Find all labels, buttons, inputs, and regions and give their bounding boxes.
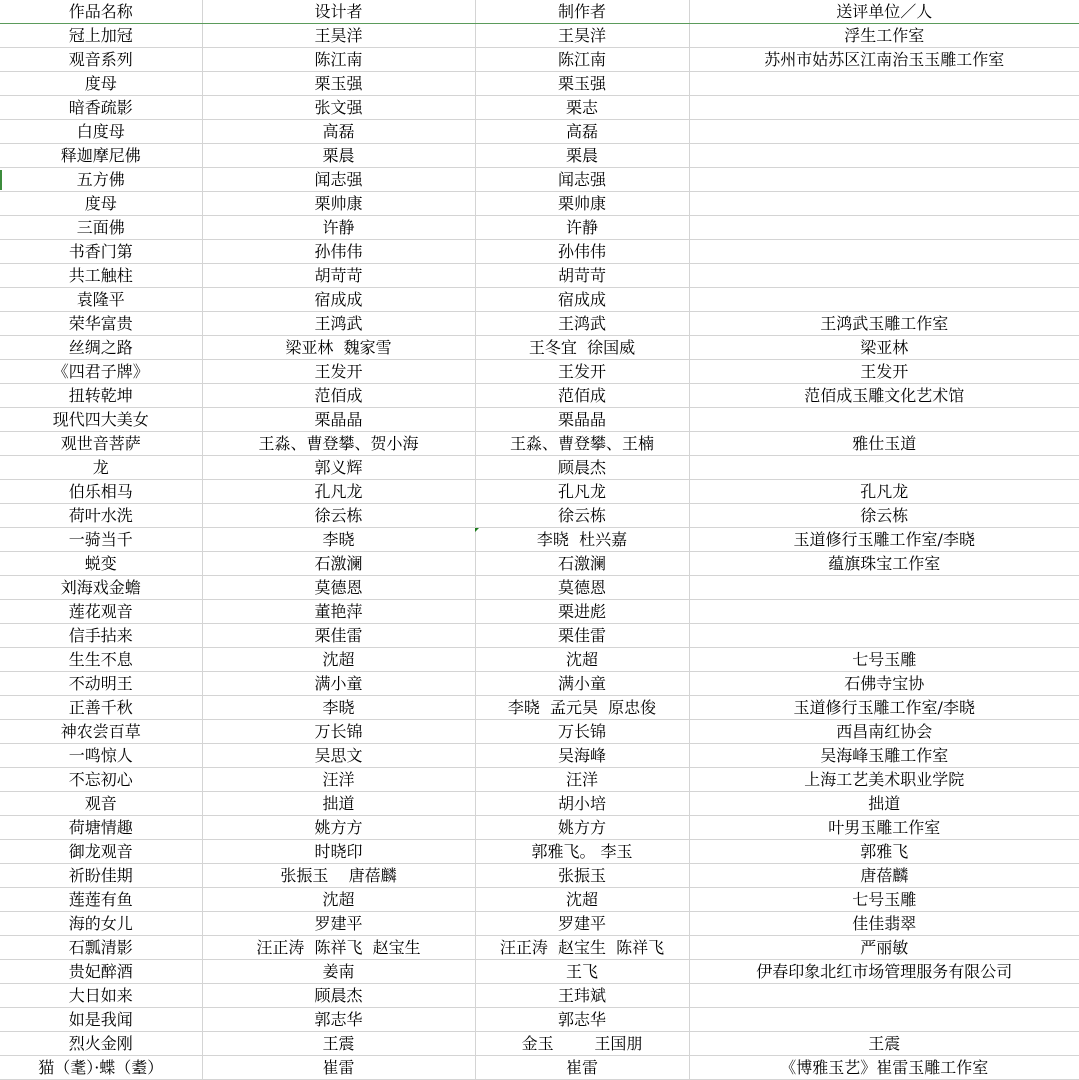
table-row [0, 576, 1079, 600]
cell-designer[interactable]: 姚方方 [202, 816, 475, 840]
cell-title[interactable]: 大日如来 [0, 984, 202, 1008]
cell-maker[interactable]: 罗建平 [475, 912, 689, 936]
cell-maker[interactable]: 满小童 [475, 672, 689, 696]
cell-designer[interactable]: 莫德恩 [202, 576, 475, 600]
cell-designer[interactable]: 满小童 [202, 672, 475, 696]
table-row [0, 240, 1079, 264]
cell-submitter[interactable]: 上海工艺美术职业学院 [689, 768, 1079, 792]
cell-submitter[interactable] [689, 600, 1079, 624]
cell-maker[interactable]: 金玉 王国朋 [475, 1032, 689, 1056]
cell-submitter[interactable]: 拙道 [689, 792, 1079, 816]
cell-submitter[interactable] [689, 576, 1079, 600]
cell-submitter[interactable]: 郭雅飞 [689, 840, 1079, 864]
cell-title[interactable]: 伯乐相马 [0, 480, 202, 504]
table-row [0, 168, 1079, 192]
cell-maker[interactable]: 栗佳雷 [475, 624, 689, 648]
cell-submitter[interactable]: 严丽敏 [689, 936, 1079, 960]
table-row [0, 528, 1079, 552]
cell-title[interactable]: 不动明王 [0, 672, 202, 696]
cell-maker[interactable]: 王昊洋 [475, 24, 689, 48]
cell-title[interactable]: 度母 [0, 72, 202, 96]
cell-designer[interactable]: 徐云栋 [202, 504, 475, 528]
cell-submitter[interactable] [689, 216, 1079, 240]
cell-submitter[interactable] [689, 288, 1079, 312]
cell-designer[interactable]: 顾晨杰 [202, 984, 475, 1008]
table-row [0, 48, 1079, 72]
cell-maker[interactable]: 张振玉 [475, 864, 689, 888]
cell-title[interactable]: 不忘初心 [0, 768, 202, 792]
cell-maker[interactable]: 郭雅飞。 李玉 [475, 840, 689, 864]
cell-title[interactable]: 白度母 [0, 120, 202, 144]
cell-designer[interactable]: 沈超 [202, 648, 475, 672]
cell-designer[interactable]: 郭志华 [202, 1008, 475, 1032]
cell-submitter[interactable] [689, 120, 1079, 144]
cell-maker[interactable]: 王鸿武 [475, 312, 689, 336]
cell-submitter[interactable]: 王鸿武玉雕工作室 [689, 312, 1079, 336]
cell-title[interactable]: 莲花观音 [0, 600, 202, 624]
cell-title[interactable]: 正善千秋 [0, 696, 202, 720]
table-row [0, 960, 1079, 984]
cell-title[interactable]: 生生不息 [0, 648, 202, 672]
cell-maker[interactable]: 姚方方 [475, 816, 689, 840]
cell-designer[interactable]: 栗佳雷 [202, 624, 475, 648]
cell-designer[interactable]: 罗建平 [202, 912, 475, 936]
cell-maker[interactable]: 高磊 [475, 120, 689, 144]
cell-maker[interactable]: 王发开 [475, 360, 689, 384]
cell-designer[interactable]: 汪洋 [202, 768, 475, 792]
cell-submitter[interactable]: 伊春印象北红市场管理服务有限公司 [689, 960, 1079, 984]
cell-designer[interactable]: 王昊洋 [202, 24, 475, 48]
cell-title[interactable]: 观音 [0, 792, 202, 816]
table-row [0, 192, 1079, 216]
cell-submitter[interactable]: 唐蓓麟 [689, 864, 1079, 888]
header-cell-designer[interactable]: 设计者 [202, 0, 475, 24]
table-row [0, 72, 1079, 96]
cell-title[interactable]: 贵妃醉酒 [0, 960, 202, 984]
cell-maker[interactable]: 汪正涛 赵宝生 陈祥飞 [475, 936, 689, 960]
cell-title[interactable]: 信手拈来 [0, 624, 202, 648]
cell-submitter[interactable]: 玉道修行玉雕工作室/李晓 [689, 528, 1079, 552]
cell-title[interactable]: 荣华富贵 [0, 312, 202, 336]
cell-comment-marker [475, 528, 479, 532]
cell-designer[interactable]: 栗晨 [202, 144, 475, 168]
cell-designer[interactable]: 孙伟伟 [202, 240, 475, 264]
cell-title[interactable]: 五方佛 [0, 168, 202, 192]
cell-designer[interactable]: 胡苛苛 [202, 264, 475, 288]
cell-designer[interactable]: 崔雷 [202, 1056, 475, 1080]
cell-submitter[interactable]: 雅仕玉道 [689, 432, 1079, 456]
cell-submitter[interactable]: 苏州市姑苏区江南治玉玉雕工作室 [689, 48, 1079, 72]
table-row [0, 840, 1079, 864]
cell-maker[interactable]: 徐云栋 [475, 504, 689, 528]
table-row [0, 216, 1079, 240]
header-cell-maker[interactable]: 制作者 [475, 0, 689, 24]
table-row [0, 144, 1079, 168]
cell-maker[interactable]: 王玮斌 [475, 984, 689, 1008]
cell-designer[interactable]: 范佰成 [202, 384, 475, 408]
table-row [0, 336, 1079, 360]
table-row [0, 1056, 1079, 1080]
cell-designer[interactable]: 郭义辉 [202, 456, 475, 480]
cell-submitter[interactable]: 石佛寺宝协 [689, 672, 1079, 696]
cell-designer[interactable]: 吴思文 [202, 744, 475, 768]
table-row [0, 360, 1079, 384]
cell-designer[interactable]: 栗帅康 [202, 192, 475, 216]
cell-maker[interactable]: 许静 [475, 216, 689, 240]
header-cell-title[interactable]: 作品名称 [0, 0, 202, 24]
table-row [0, 96, 1079, 120]
cell-title[interactable]: 御龙观音 [0, 840, 202, 864]
cell-submitter[interactable] [689, 192, 1079, 216]
cell-submitter[interactable]: 王震 [689, 1032, 1079, 1056]
table-row [0, 384, 1079, 408]
cell-title[interactable]: 石瓢清影 [0, 936, 202, 960]
cell-designer[interactable]: 闻志强 [202, 168, 475, 192]
cell-title[interactable]: 共工触柱 [0, 264, 202, 288]
table-row [0, 888, 1079, 912]
table-row [0, 912, 1079, 936]
cell-submitter[interactable]: 浮生工作室 [689, 24, 1079, 48]
cell-submitter[interactable]: 西昌南红协会 [689, 720, 1079, 744]
cell-designer[interactable]: 王震 [202, 1032, 475, 1056]
cell-designer[interactable]: 高磊 [202, 120, 475, 144]
cell-title[interactable]: 祈盼佳期 [0, 864, 202, 888]
cell-designer[interactable]: 张文强 [202, 96, 475, 120]
table-row [0, 432, 1079, 456]
cell-maker[interactable]: 石激澜 [475, 552, 689, 576]
cell-maker[interactable]: 沈超 [475, 888, 689, 912]
cell-submitter[interactable] [689, 96, 1079, 120]
cell-title[interactable]: 一鸣惊人 [0, 744, 202, 768]
cell-title[interactable]: 神农尝百草 [0, 720, 202, 744]
cell-maker[interactable]: 王冬宜 徐国威 [475, 336, 689, 360]
cell-designer[interactable]: 孔凡龙 [202, 480, 475, 504]
cell-submitter[interactable] [689, 264, 1079, 288]
cell-maker[interactable]: 闻志强 [475, 168, 689, 192]
cell-submitter[interactable]: 《博雅玉艺》崔雷玉雕工作室 [689, 1056, 1079, 1080]
table-row [0, 504, 1079, 528]
cell-designer[interactable]: 董艳萍 [202, 600, 475, 624]
cell-designer[interactable]: 拙道 [202, 792, 475, 816]
cell-maker[interactable]: 胡苛苛 [475, 264, 689, 288]
cell-title[interactable]: 释迦摩尼佛 [0, 144, 202, 168]
table-row [0, 288, 1079, 312]
cell-designer[interactable]: 石激澜 [202, 552, 475, 576]
cell-submitter[interactable] [689, 72, 1079, 96]
cell-submitter[interactable]: 七号玉雕 [689, 888, 1079, 912]
cell-designer[interactable]: 梁亚林 魏家雪 [202, 336, 475, 360]
cell-title[interactable]: 暗香疏影 [0, 96, 202, 120]
cell-title[interactable]: 观世音菩萨 [0, 432, 202, 456]
cell-maker[interactable]: 孔凡龙 [475, 480, 689, 504]
cell-maker[interactable]: 吴海峰 [475, 744, 689, 768]
cell-title[interactable]: 荷叶水洗 [0, 504, 202, 528]
table-row [0, 936, 1079, 960]
header-cell-submitter[interactable]: 送评单位／人 [689, 0, 1079, 24]
cell-title[interactable]: 《四君子牌》 [0, 360, 202, 384]
cell-title[interactable]: 莲莲有鱼 [0, 888, 202, 912]
cell-title[interactable]: 荷塘情趣 [0, 816, 202, 840]
cell-title[interactable]: 刘海戏金蟾 [0, 576, 202, 600]
cell-maker[interactable]: 孙伟伟 [475, 240, 689, 264]
table-row [0, 600, 1079, 624]
table-row [0, 624, 1079, 648]
cell-designer[interactable]: 王鸿武 [202, 312, 475, 336]
cell-title[interactable]: 丝绸之路 [0, 336, 202, 360]
table-row [0, 744, 1079, 768]
table-row [0, 984, 1079, 1008]
cell-title[interactable]: 一骑当千 [0, 528, 202, 552]
cell-maker[interactable]: 胡小培 [475, 792, 689, 816]
cell-designer[interactable]: 万长锦 [202, 720, 475, 744]
table-row [0, 120, 1079, 144]
cell-submitter[interactable]: 佳佳翡翠 [689, 912, 1079, 936]
cell-submitter[interactable] [689, 408, 1079, 432]
cell-submitter[interactable] [689, 168, 1079, 192]
cell-maker[interactable]: 郭志华 [475, 1008, 689, 1032]
cell-submitter[interactable]: 孔凡龙 [689, 480, 1079, 504]
cell-title[interactable]: 龙 [0, 456, 202, 480]
cell-title[interactable]: 烈火金刚 [0, 1032, 202, 1056]
table-row [0, 480, 1079, 504]
selection-edge [0, 170, 2, 190]
cell-maker[interactable]: 莫德恩 [475, 576, 689, 600]
cell-submitter[interactable]: 七号玉雕 [689, 648, 1079, 672]
cell-submitter[interactable] [689, 456, 1079, 480]
table-row [0, 672, 1079, 696]
cell-maker[interactable]: 崔雷 [475, 1056, 689, 1080]
cell-title[interactable]: 观音系列 [0, 48, 202, 72]
cell-title[interactable]: 度母 [0, 192, 202, 216]
cell-maker[interactable]: 栗志 [475, 96, 689, 120]
cell-designer[interactable]: 栗玉强 [202, 72, 475, 96]
table-row [0, 648, 1079, 672]
cell-title[interactable]: 冠上加冠 [0, 24, 202, 48]
cell-submitter[interactable]: 徐云栋 [689, 504, 1079, 528]
cell-submitter[interactable]: 王发开 [689, 360, 1079, 384]
cell-designer[interactable]: 沈超 [202, 888, 475, 912]
table-row [0, 696, 1079, 720]
cell-maker[interactable]: 王飞 [475, 960, 689, 984]
header-row [0, 0, 1079, 24]
cell-submitter[interactable] [689, 144, 1079, 168]
cell-designer[interactable]: 王发开 [202, 360, 475, 384]
cell-designer[interactable]: 时晓印 [202, 840, 475, 864]
table-row [0, 312, 1079, 336]
table-row [0, 456, 1079, 480]
cell-designer[interactable]: 宿成成 [202, 288, 475, 312]
cell-designer[interactable]: 王淼、曹登攀、贺小海 [202, 432, 475, 456]
cell-maker[interactable]: 栗帅康 [475, 192, 689, 216]
cell-title[interactable]: 蜕变 [0, 552, 202, 576]
cell-designer[interactable]: 李晓 [202, 696, 475, 720]
cell-maker[interactable]: 李晓 孟元昊 原忠俊 [475, 696, 689, 720]
cell-maker[interactable]: 陈江南 [475, 48, 689, 72]
cell-designer[interactable]: 汪正涛 陈祥飞 赵宝生 [202, 936, 475, 960]
cell-maker[interactable]: 宿成成 [475, 288, 689, 312]
cell-maker[interactable]: 李晓 杜兴嘉 [475, 528, 689, 552]
cell-title[interactable]: 扭转乾坤 [0, 384, 202, 408]
cell-title[interactable]: 猫（耄）·蝶（耋） [0, 1056, 202, 1080]
cell-submitter[interactable]: 范佰成玉雕文化艺术馆 [689, 384, 1079, 408]
cell-submitter[interactable]: 吴海峰玉雕工作室 [689, 744, 1079, 768]
table-row [0, 24, 1079, 48]
cell-maker[interactable]: 汪洋 [475, 768, 689, 792]
cell-submitter[interactable]: 蕴旗珠宝工作室 [689, 552, 1079, 576]
cell-maker[interactable]: 王淼、曹登攀、王楠 [475, 432, 689, 456]
cell-maker[interactable]: 万长锦 [475, 720, 689, 744]
cell-title[interactable]: 如是我闻 [0, 1008, 202, 1032]
cell-maker[interactable]: 栗进彪 [475, 600, 689, 624]
cell-submitter[interactable] [689, 1008, 1079, 1032]
cell-designer[interactable]: 张振玉 唐蓓麟 [202, 864, 475, 888]
table-row [0, 768, 1079, 792]
cell-submitter[interactable] [689, 624, 1079, 648]
cell-maker[interactable]: 顾晨杰 [475, 456, 689, 480]
cell-designer[interactable]: 陈江南 [202, 48, 475, 72]
cell-maker[interactable]: 栗晶晶 [475, 408, 689, 432]
cell-submitter[interactable]: 玉道修行玉雕工作室/李晓 [689, 696, 1079, 720]
cell-title[interactable]: 书香门第 [0, 240, 202, 264]
cell-maker[interactable]: 范佰成 [475, 384, 689, 408]
cell-designer[interactable]: 姜南 [202, 960, 475, 984]
table-row [0, 1008, 1079, 1032]
cell-submitter[interactable]: 梁亚林 [689, 336, 1079, 360]
cell-maker[interactable]: 栗玉强 [475, 72, 689, 96]
table-row [0, 720, 1079, 744]
cell-designer[interactable]: 栗晶晶 [202, 408, 475, 432]
table-row [0, 408, 1079, 432]
cell-title[interactable]: 三面佛 [0, 216, 202, 240]
cell-title[interactable]: 海的女儿 [0, 912, 202, 936]
table-row [0, 1032, 1079, 1056]
cell-designer[interactable]: 李晓 [202, 528, 475, 552]
cell-maker[interactable]: 沈超 [475, 648, 689, 672]
cell-submitter[interactable]: 叶男玉雕工作室 [689, 816, 1079, 840]
cell-title[interactable]: 袁隆平 [0, 288, 202, 312]
cell-submitter[interactable] [689, 240, 1079, 264]
table-row [0, 864, 1079, 888]
cell-title[interactable]: 现代四大美女 [0, 408, 202, 432]
cell-designer[interactable]: 许静 [202, 216, 475, 240]
cell-submitter[interactable] [689, 984, 1079, 1008]
table-row [0, 552, 1079, 576]
cell-maker[interactable]: 栗晨 [475, 144, 689, 168]
table-row [0, 264, 1079, 288]
table-row [0, 816, 1079, 840]
table-row [0, 792, 1079, 816]
